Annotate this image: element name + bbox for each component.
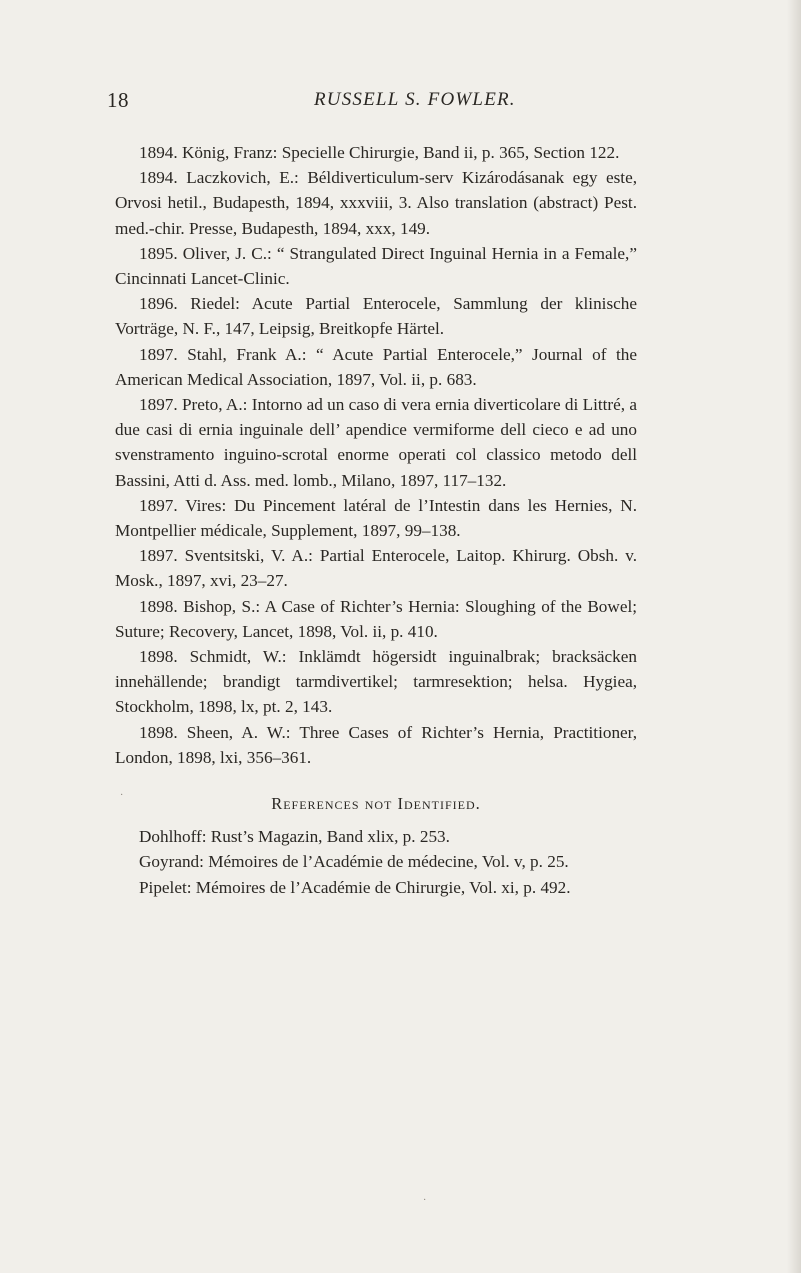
- page-header: [0, 88, 801, 118]
- page-number: 18: [107, 88, 129, 112]
- page-edge-shadow: [787, 0, 801, 1273]
- bibliography-entry: 1897. Preto, A.: Intorno ad un caso di vera ernia diverticolare di Littré, a due casi di ernia inguinale dell’ apendice vermiforme dell cieco e ad uno svenstramento inguino-scrotal enorme operati col classico metodo dell Bassini, Atti d. Ass. med. lomb., Milano, 1897, 117–132.: [115, 395, 637, 490]
- bibliography-entry: 1897. Vires: Du Pincement latéral de l’Intestin dans les Hernies, N. Montpellier médicale, Supplement, 1897, 99–138.: [115, 495, 637, 541]
- section-heading: References not Identified.: [271, 794, 481, 814]
- reference-item: Dohlhoff: Rust’s Magazin, Band xlix, p. 253.: [139, 827, 450, 847]
- bibliography-entry: 1894. Laczkovich, E.: Béldiverticulum-serv Kizárodásanak egy este, Orvosi hetil., Budapesth, 1894, xxxviii, 3. Also translation (abstract) Pest. med.-chir. Presse, Budapesth, 1894, xxx, 149.: [115, 168, 637, 238]
- bibliography-entry: 1898. Bishop, S.: A Case of Richter’s Hernia: Sloughing of the Bowel; Suture; Recovery, Lancet, 1898, Vol. ii, p. 410.: [115, 596, 637, 641]
- reference-item: Goyrand: Mémoires de l’Académie de médecine, Vol. v, p. 25.: [139, 852, 569, 872]
- bibliography-text: [115, 140, 637, 900]
- bibliography-entry: 1898. Sheen, A. W.: Three Cases of Richter’s Hernia, Practitioner, London, 1898, lxi, 356–361.: [115, 722, 637, 767]
- paper-speck: ·: [423, 1195, 427, 1206]
- bibliography-entry: 1894. König, Franz: Specielle Chirurgie, Band ii, p. 365, Section 122.: [139, 143, 620, 162]
- running-head: RUSSELL S. FOWLER.: [314, 89, 516, 110]
- bibliography-entry: 1898. Schmidt, W.: Inklämdt högersidt inguinalbrak; bracksäcken innehällende; brandigt tarmdivertikel; tarmresektion; helsa. Hygiea, Stockholm, 1898, lx, pt. 2, 143.: [115, 647, 637, 717]
- bibliography-entry: 1895. Oliver, J. C.: “ Strangulated Direct Inguinal Hernia in a Female,” Cincinnati Lancet-Clinic.: [115, 243, 637, 289]
- bibliography-entry: 1897. Sventsitski, V. A.: Partial Enterocele, Laitop. Khirurg. Obsh. v. Mosk., 1897, xvi, 23–27.: [115, 546, 637, 591]
- bibliography-entry: 1897. Stahl, Frank A.: “ Acute Partial Enterocele,” Journal of the American Medical Association, 1897, Vol. ii, p. 683.: [115, 344, 637, 389]
- bibliography-entry: 1896. Riedel: Acute Partial Enterocele, Sammlung der klinische Vorträge, N. F., 147, Leipsig, Breitkopfe Härtel.: [115, 294, 637, 339]
- paper-speck: ·: [120, 790, 124, 801]
- reference-item: Pipelet: Mémoires de l’Académie de Chirurgie, Vol. xi, p. 492.: [139, 877, 571, 897]
